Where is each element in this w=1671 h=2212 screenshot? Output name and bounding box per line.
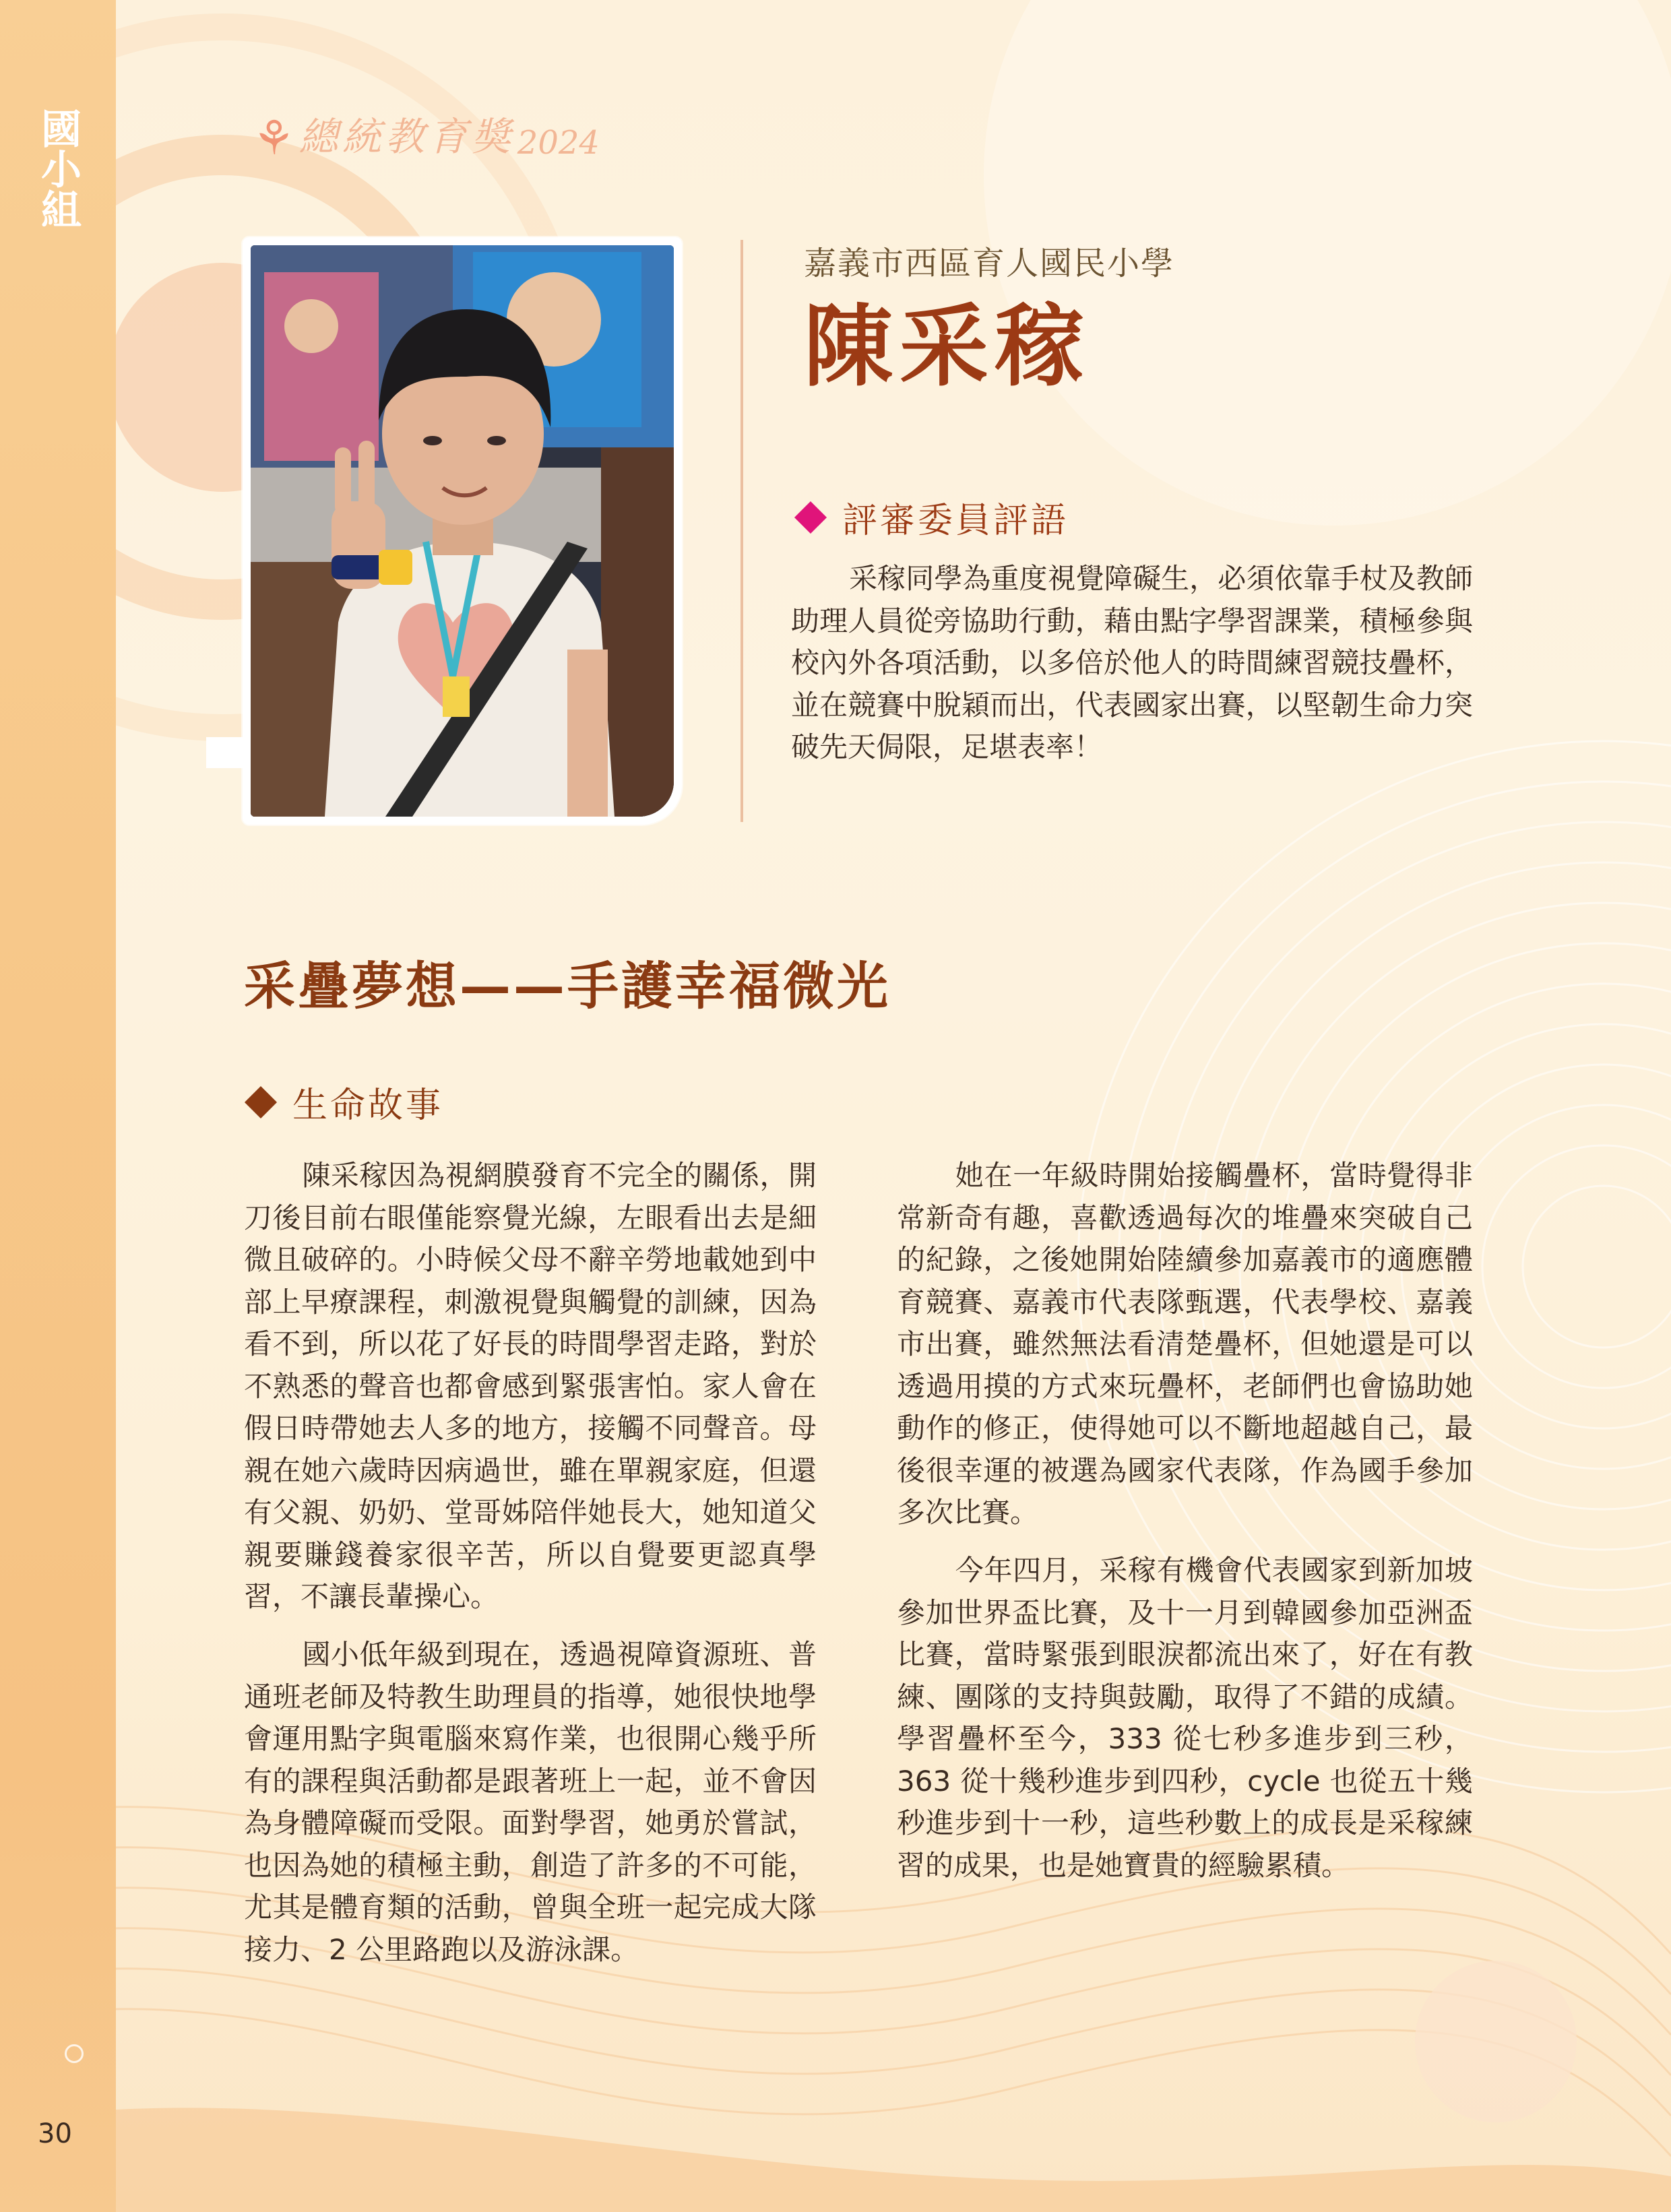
story-heading-label: 生命故事	[292, 1085, 444, 1126]
logo-name: 總統教育獎	[298, 114, 515, 160]
page-number: 30	[38, 2118, 72, 2149]
story-paragraph-1: 陳采稼因為視網膜發育不完全的關係，開刀後目前右眼僅能察覺光線，左眼看出去是細微且破碎的。小時候父母不辭辛勞地載她到中部上早療課程，刺激視覺與觸覺的訓練，因為看不到，所以花了好長的時間學習走路，對於不熟悉的聲音也都會感到緊張害怕。家人會在假日時帶她去人多的地方，接觸不同聲音。母親在她六歲時因病過世，雖在單親家庭，但還有父親、奶奶、堂哥姊陪伴她長大，她知道父親要賺錢養家很辛苦，所以自覺要更認真學習，不讓長輩操心。	[244, 1159, 817, 1613]
logo-figure-icon: ⚘	[253, 110, 295, 166]
review-heading	[794, 492, 1069, 542]
review-paragraph: 采稼同學為重度視覺障礙生，必須依靠手杖及教師助理人員從旁協助行動，藉由點字學習課業，積極參與校內外各項活動，以多倍於他人的時間練習競技疊杯，並在競賽中脫穎而出，代表國家出賽，以堅韌生命力突破先天侷限，足堪表率！	[791, 562, 1473, 763]
award-logo	[253, 108, 600, 166]
category-label: 國小組	[34, 108, 82, 229]
school-name: 嘉義市西區育人國民小學	[804, 245, 1175, 282]
article-headline: 采疊夢想——手護幸福微光	[244, 956, 891, 1016]
story-paragraph-2: 國小低年級到現在，透過視障資源班、普通班老師及特教生助理員的指導，她很快地學會運用點字與電腦來寫作業，也很開心幾乎所有的課程與活動都是跟著班上一起，並不會因為身體障礙而受限。面對學習，她勇於嘗試，也因為她的積極主動，創造了許多的不可能，尤其是體育類的活動，曾與全班一起完成大隊接力、2 公里路跑以及游泳課。	[244, 1638, 817, 1966]
decorative-ring	[65, 2044, 84, 2063]
story-paragraph-4: 今年四月，采稼有機會代表國家到新加坡參加世界盃比賽，及十一月到韓國參加亞洲盃比賽，當時緊張到眼淚都流出來了，好在有教練、團隊的支持與鼓勵，取得了不錯的成績。學習疊杯至今，333 從七秒多進步到三秒，363 從十幾秒進步到四秒，cycle 也從五十幾秒進步到十一秒，這些秒數上的成長是采稼練習的成果，也是她寶貴的經驗累積。	[897, 1554, 1473, 1882]
side-band	[0, 0, 116, 2212]
logo-year: 2024	[517, 124, 600, 162]
story-heading	[244, 1077, 443, 1127]
vertical-divider	[740, 240, 743, 822]
diamond-bullet-icon	[794, 501, 827, 533]
review-heading-label: 評審委員評語	[842, 501, 1069, 541]
recipient-name: 陳采稼	[804, 295, 1091, 399]
diamond-bullet-icon	[245, 1085, 277, 1118]
story-paragraph-3: 她在一年級時開始接觸疊杯，當時覺得非常新奇有趣，喜歡透過每次的堆疊來突破自己的紀錄，之後她開始陸續參加嘉義市的適應體育競賽、嘉義市代表隊甄選，代表學校、嘉義市出賽，雖然無法看清楚疊杯，但她還是可以透過用摸的方式來玩疊杯，老師們也會協助她動作的修正，使得她可以不斷地超越自己，最後很幸運的被選為國家代表隊，作為國手參加多次比賽。	[897, 1159, 1473, 1529]
student-photo	[251, 245, 674, 817]
